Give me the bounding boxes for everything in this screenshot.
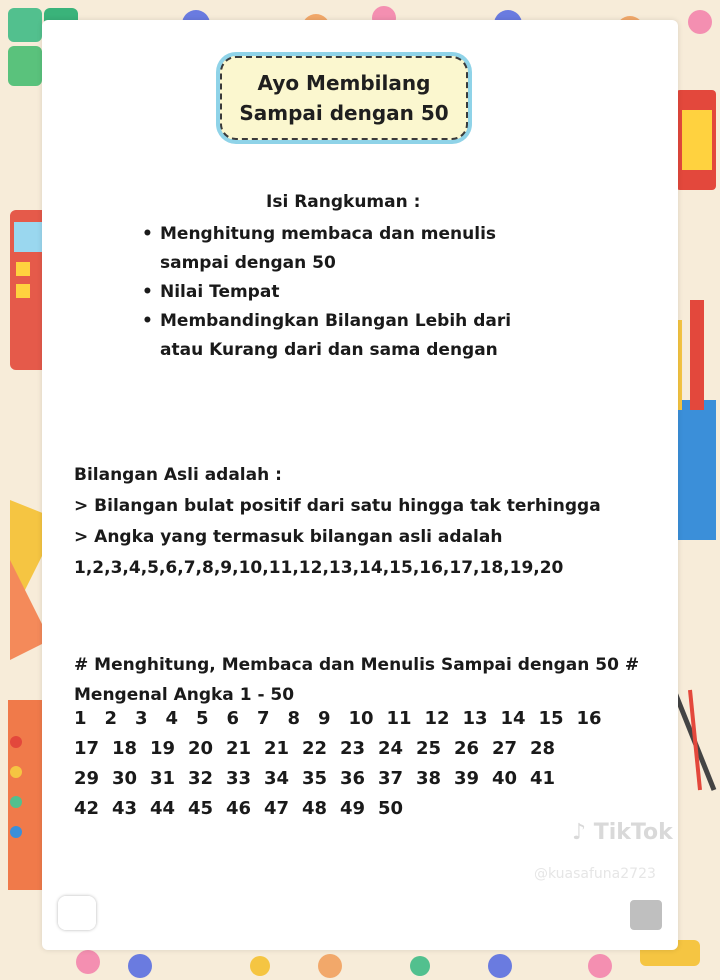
number-cell: 20 (188, 738, 214, 759)
summary-list (140, 220, 560, 365)
number-cell: 28 (530, 738, 556, 759)
summary-heading: Isi Rangkuman : (266, 192, 421, 212)
tiktok-logo-icon: ♪ (572, 820, 587, 845)
number-cell: 39 (454, 768, 480, 789)
number-cell: 4 (165, 708, 179, 729)
number-cell: 40 (492, 768, 518, 789)
number-cell: 45 (188, 798, 214, 819)
number-cell: 23 (340, 738, 366, 759)
natural-numbers-heading: Bilangan Asli adalah : (74, 465, 282, 485)
number-cell: 36 (340, 768, 366, 789)
title-line-1: Ayo Membilang (257, 71, 431, 95)
number-cell: 26 (454, 738, 480, 759)
number-row (74, 798, 615, 828)
number-cell: 5 (196, 708, 209, 729)
number-cell: 27 (492, 738, 518, 759)
number-cell: 41 (530, 768, 556, 789)
number-cell: 24 (378, 738, 404, 759)
natural-numbers-list: 1,2,3,4,5,6,7,8,9,10,11,12,13,14,15,16,17,18,19,20 (74, 558, 564, 578)
tiktok-watermark (572, 820, 673, 845)
number-cell: 14 (500, 708, 526, 729)
counting-section (74, 650, 639, 710)
number-cell: 30 (112, 768, 138, 789)
number-cell: 7 (257, 708, 270, 729)
number-cell: 3 (135, 708, 148, 729)
number-cell: 32 (188, 768, 214, 789)
number-cell: 6 (226, 708, 240, 729)
number-cell: 25 (416, 738, 442, 759)
title-line-2: Sampai dengan 50 (239, 101, 449, 125)
number-cell: 49 (340, 798, 366, 819)
number-cell: 15 (538, 708, 564, 729)
number-cell: 47 (264, 798, 290, 819)
number-cell: 22 (302, 738, 328, 759)
counting-heading: # Menghitung, Membaca dan Menulis Sampai dengan 50 # (74, 655, 640, 675)
number-cell: 48 (302, 798, 328, 819)
fullscreen-icon[interactable] (628, 898, 664, 932)
number-cell: 17 (74, 738, 100, 759)
number-cell: 13 (462, 708, 488, 729)
number-cell: 19 (150, 738, 176, 759)
green-block-icon (8, 8, 42, 42)
watermark-handle: @kuasafuna2723 (534, 866, 656, 882)
number-row (74, 738, 615, 768)
number-cell: 16 (576, 708, 602, 729)
number-row (74, 708, 615, 738)
number-cell: 46 (226, 798, 252, 819)
screenshot-icon[interactable] (58, 896, 96, 930)
summary-item: • Membandingkan Bilangan Lebih dari atau Kurang dari dan sama dengan (140, 307, 560, 365)
number-grid (74, 708, 615, 828)
number-cell: 2 (104, 708, 118, 729)
number-cell: 9 (318, 708, 331, 729)
number-cell: 34 (264, 768, 290, 789)
counting-subheading: Mengenal Angka 1 - 50 (74, 685, 295, 705)
number-cell: 8 (287, 708, 301, 729)
title-box (220, 56, 468, 140)
tiktok-brand: TikTok (593, 820, 673, 845)
number-cell: 1 (74, 708, 87, 729)
number-cell: 33 (226, 768, 252, 789)
number-cell: 21 (226, 738, 252, 759)
number-cell: 42 (74, 798, 100, 819)
number-row (74, 768, 615, 798)
number-cell: 12 (424, 708, 450, 729)
natural-numbers-point-1: > Bilangan bulat positif dari satu hingga tak terhingga (74, 496, 601, 516)
number-cell: 11 (386, 708, 412, 729)
number-cell: 18 (112, 738, 138, 759)
summary-item: • Nilai Tempat (140, 278, 560, 307)
natural-numbers-section (74, 460, 634, 584)
number-cell: 10 (348, 708, 374, 729)
number-cell: 21 (264, 738, 290, 759)
number-cell: 31 (150, 768, 176, 789)
number-cell: 44 (150, 798, 176, 819)
number-cell: 43 (112, 798, 138, 819)
number-cell: 38 (416, 768, 442, 789)
number-cell: 29 (74, 768, 100, 789)
number-cell: 50 (378, 798, 404, 819)
number-cell: 35 (302, 768, 328, 789)
summary-item: • Menghitung membaca dan menulis sampai dengan 50 (140, 220, 560, 278)
natural-numbers-point-2: > Angka yang termasuk bilangan asli adalah (74, 527, 503, 547)
number-cell: 37 (378, 768, 404, 789)
